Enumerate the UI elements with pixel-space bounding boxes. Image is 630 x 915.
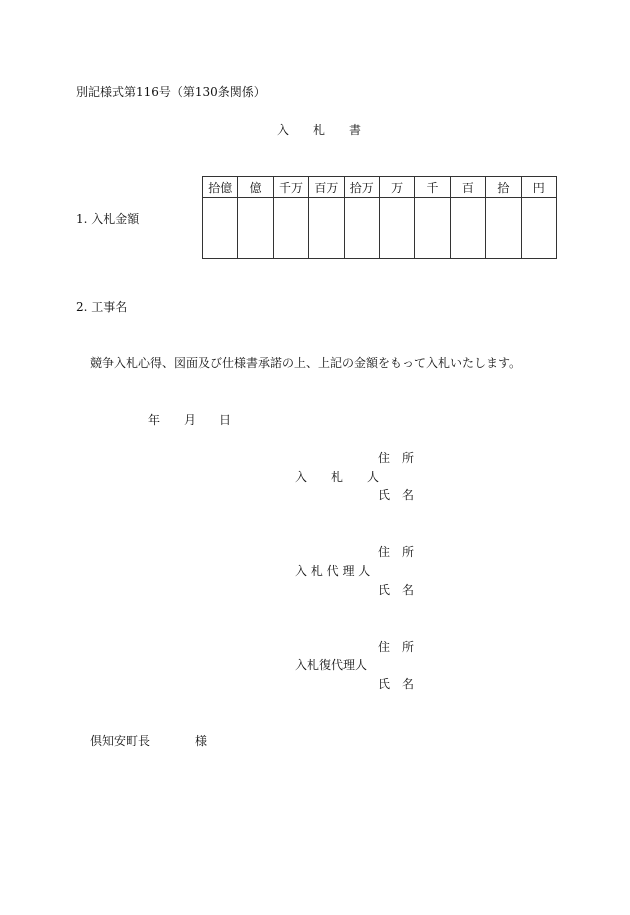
document-title: 入 札 書 [277,123,362,137]
bid-amount-table [202,176,557,259]
bidder-address-label: 住 所 [378,451,415,465]
amount-digit-cell[interactable] [238,198,273,259]
unit-cell-7: 千 [415,177,450,198]
unit-cell-4: 百万 [309,177,344,198]
amount-digit-cell[interactable] [450,198,485,259]
agent-role-label: 入 札 代 理 人 [295,564,371,578]
amount-unit-row [203,177,557,198]
amount-digit-cell[interactable] [273,198,308,259]
unit-cell-6: 万 [379,177,414,198]
declaration-text: 競争入札心得、図面及び仕様書承諾の上、上記の金額をもって入札いたします。 [90,356,522,370]
unit-cell-5: 拾万 [344,177,379,198]
amount-digit-cell[interactable] [521,198,556,259]
sub-agent-role-label: 入札復代理人 [295,658,368,672]
amount-digit-cell[interactable] [415,198,450,259]
project-name-label: 2. 工事名 [76,300,128,314]
agent-address-label: 住 所 [378,545,415,559]
addressee-name: 倶知安町長 [90,734,151,748]
unit-cell-3: 千万 [273,177,308,198]
unit-cell-1: 拾億 [203,177,238,198]
unit-cell-10: 円 [521,177,556,198]
date-day: 日 [219,413,232,427]
unit-cell-2: 億 [238,177,273,198]
addressee-honorific: 様 [195,734,208,748]
unit-cell-9: 拾 [486,177,521,198]
bidder-role-label: 入 札 人 [295,470,380,484]
form-number: 別記様式第116号（第130条関係） [76,85,266,99]
sub-agent-address-label: 住 所 [378,640,415,654]
unit-cell-8: 百 [450,177,485,198]
date-month: 月 [184,413,197,427]
date-year: 年 [148,413,161,427]
sub-agent-name-label: 氏 名 [378,677,415,691]
amount-digit-cell[interactable] [486,198,521,259]
amount-digit-cell[interactable] [203,198,238,259]
agent-name-label: 氏 名 [378,583,415,597]
amount-digit-cell[interactable] [344,198,379,259]
amount-value-row [203,198,557,259]
amount-digit-cell[interactable] [379,198,414,259]
amount-label: 1. 入札金額 [76,212,140,226]
bidder-name-label: 氏 名 [378,488,415,502]
amount-digit-cell[interactable] [309,198,344,259]
